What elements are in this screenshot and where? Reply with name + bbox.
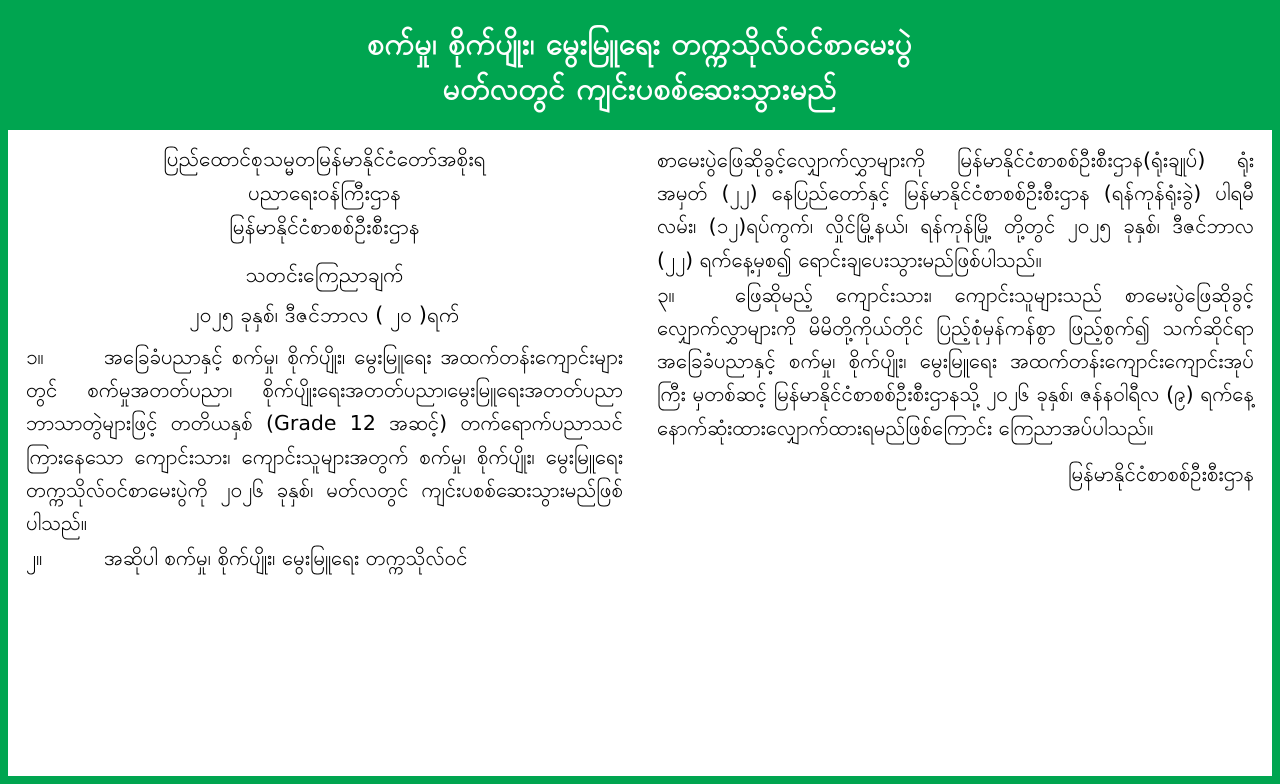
paragraph-1-number: ၁။ (26, 345, 44, 370)
paragraph-2-continued (657, 144, 1254, 277)
masthead-line-1: ပြည်ထောင်စုသမ္မတမြန်မာနိုင်ငံတော်အစိုးရ (163, 147, 486, 171)
notice-title: သတင်းကြေညာချက် (245, 263, 404, 288)
masthead (26, 142, 623, 244)
headline-line-1: စက်မှု၊ စိုက်ပျိုး၊ မွေးမြူရေး တက္ကသိုလ်ဝင်စာမေးပွဲ (367, 27, 913, 62)
headline-line-2: မတ်လတွင် ကျင်းပစစ်ဆေးသွားမည် (442, 72, 838, 107)
notice-date: ၂၀၂၅ ခုနှစ်၊ ဒီဇင်ဘာလ ( ၂၀ )ရက် (189, 302, 460, 327)
article-body (8, 130, 1272, 776)
paragraph-3-number: ၃။ (657, 282, 675, 307)
right-column (653, 142, 1254, 766)
paragraph-1-text: အခြေခံပညာနှင့် စက်မှု၊ စိုက်ပျိုး၊ မွေးမြူရေး အထက်တန်းကျောင်းများတွင် စက်မှုအတတ်ပညာ၊ စိုက်ပျိုးရေးအတတ်ပညာ၊မွေးမြူရေးအတတ်ပညာ ဘာသာတွဲများဖြင့် တတိယနှစ် (Grade 12 အဆင့်) တက်ရောက်ပညာသင်ကြားနေသော ကျောင်းသား၊ ကျောင်းသူများအတွက် စက်မှု၊ စိုက်ပျိုး၊ မွေးမြူရေး တက္ကသိုလ်ဝင်စာမေးပွဲကို ၂၀၂၆ ခုနှစ်၊ မတ်လတွင် ကျင်းပစစ်ဆေးသွားမည်ဖြစ်ပါသည်။ (26, 345, 623, 536)
paragraph-2-text: အဆိုပါ စက်မှု၊ စိုက်ပျိုး၊ မွေးမြူရေး တက္ကသိုလ်ဝင် (104, 546, 468, 571)
masthead-line-2: ပညာရေးဝန်ကြီးဌာန (248, 181, 401, 206)
paragraph-2-continued-text: စာမေးပွဲဖြေဆိုခွင့်လျှောက်လွှာများကို မြန်မာနိုင်ငံစာစစ်ဦးစီးဌာန(ရုံးချုပ်) ရုံးအမှတ် (၂၂) နေပြည်တော်နှင့် မြန်မာနိုင်ငံစာစစ်ဦးစီးဌာန (ရန်ကုန်ရုံးခွဲ) ပါရမီလမ်း၊ (၁၂)ရပ်ကွက်၊ လှိုင်မြို့နယ်၊ ရန်ကုန်မြို့ တို့တွင် ၂၀၂၅ ခုနှစ်၊ ဒီဇင်ဘာလ (၂၂) ရက်နေ့မှစ၍ ရောင်းချပေးသွားမည်ဖြစ်ပါသည်။ (657, 148, 1254, 272)
masthead-line-3: မြန်မာနိုင်ငံစာစစ်ဦးစီးဌာန (229, 215, 420, 240)
page-header (8, 8, 1272, 130)
paragraph-2 (26, 542, 623, 575)
paragraph-3-text: ဖြေဆိုမည့် ကျောင်းသား၊ ကျောင်းသူများသည် စာမေးပွဲဖြေဆိုခွင့်လျှောက်လွှာများကို မိမိတို့ကိုယ်တိုင် ပြည့်စုံမှန်ကန်စွာ ဖြည့်စွက်၍ သက်ဆိုင်ရာ အခြေခံပညာနှင့် စက်မှု၊ စိုက်ပျိုး၊ မွေးမြူရေး အထက်တန်းကျောင်းကျောင်းအုပ်ကြီး မှတစ်ဆင့် မြန်မာနိုင်ငံစာစစ်ဦးစီးဌာနသို့ ၂၀၂၆ ခုနှစ်၊ ဇန်နဝါရီလ (၉) ရက်နေ့ နောက်ဆုံးထားလျှောက်ထားရမည်ဖြစ်ကြောင်း ကြေညာအပ်ပါသည်။ (657, 282, 1254, 440)
paragraph-1 (26, 341, 623, 540)
paragraph-2-number: ၂။ (26, 546, 43, 571)
left-column (26, 142, 627, 766)
signature-block: မြန်မာနိုင်ငံစာစစ်ဦးစီးဌာန (1068, 461, 1254, 486)
paragraph-3 (657, 279, 1254, 445)
